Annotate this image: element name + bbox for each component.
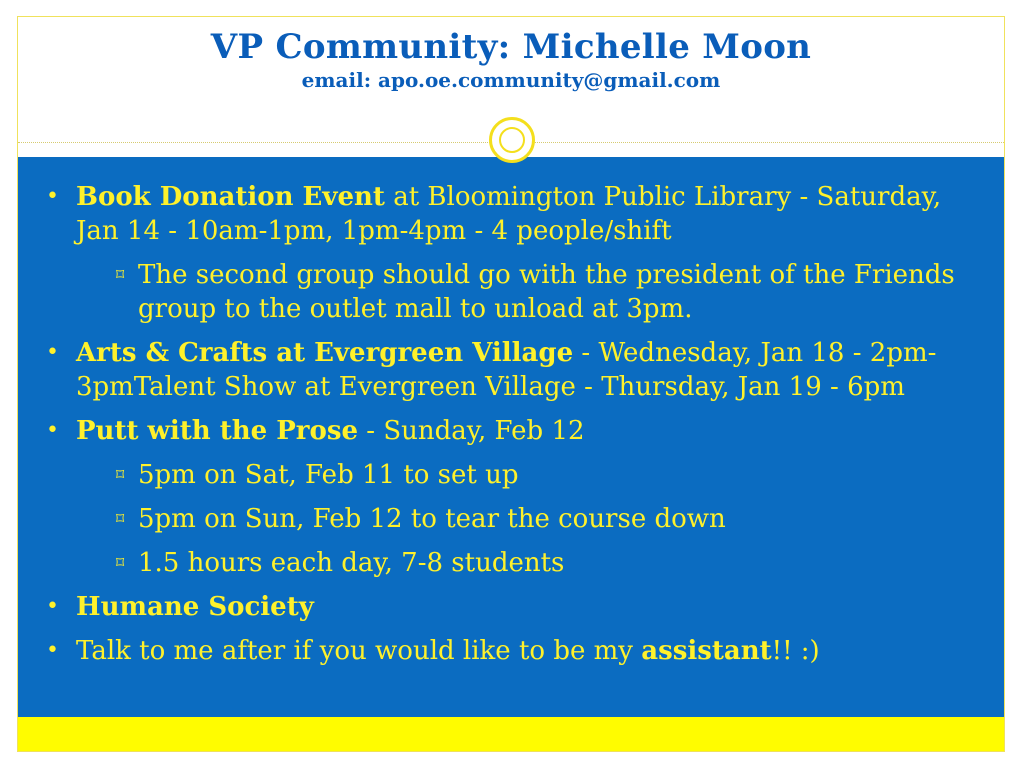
bottom-yellow-bar (18, 717, 1004, 751)
sub-item-text: 1.5 hours each day, 7-8 students (138, 548, 565, 578)
bullet-icon: • (46, 340, 59, 365)
item-heading: Book Donation Event (76, 182, 385, 212)
bullet-icon: • (46, 638, 59, 663)
sub-bullet-icon: ⌑ (116, 465, 125, 484)
item-text: at Bloomington Public Library - Saturday, Jan 14 - 10am-1pm, 1pm-4pm - 4 people/shift (76, 182, 942, 246)
list-item-book-donation (28, 180, 988, 248)
sub-bullet-icon: ⌑ (116, 553, 125, 572)
bullet-icon: • (46, 184, 59, 209)
sub-item-teardown (28, 502, 988, 536)
item-heading: Humane Society (76, 592, 314, 622)
list-item-assistant (28, 634, 988, 668)
bullet-icon: • (46, 418, 59, 443)
bullet-list (28, 180, 988, 678)
item-heading: Putt with the Prose (76, 416, 359, 446)
sub-item-text: The second group should go with the president of the Friends group to the outlet mall to unload at 3pm. (138, 260, 955, 324)
list-item-arts-crafts (28, 336, 988, 404)
circle-ornament-icon (489, 117, 535, 163)
item-text: - Sunday, Feb 12 (358, 416, 585, 446)
sub-bullet-icon: ⌑ (116, 509, 125, 528)
sub-bullet-icon: ⌑ (116, 265, 125, 284)
sub-item-text: 5pm on Sun, Feb 12 to tear the course down (138, 504, 726, 534)
list-item-humane-society (28, 590, 988, 624)
email-subtitle: email: apo.oe.community@gmail.com (301, 68, 721, 92)
item-text-after: !! :) (771, 636, 820, 666)
page-title: VP Community: Michelle Moon (210, 27, 812, 67)
item-heading: Arts & Crafts at Evergreen Village (76, 338, 574, 368)
sub-item-setup (28, 458, 988, 492)
list-item-putt-with-prose (28, 414, 988, 448)
sub-item-text: 5pm on Sat, Feb 11 to set up (138, 460, 519, 490)
item-text-before: Talk to me after if you would like to be my (76, 636, 642, 666)
sub-item-hours (28, 546, 988, 580)
bullet-icon: • (46, 594, 59, 619)
item-text: - Wednesday, Jan 18 - 2pm-3pmTalent Show at Evergreen Village - Thursday, Jan 19 - 6pm (76, 338, 937, 402)
sub-item-friends-group (28, 258, 988, 326)
assistant-emphasis: assistant (641, 636, 772, 666)
inner-circle-ornament-icon (499, 127, 525, 153)
